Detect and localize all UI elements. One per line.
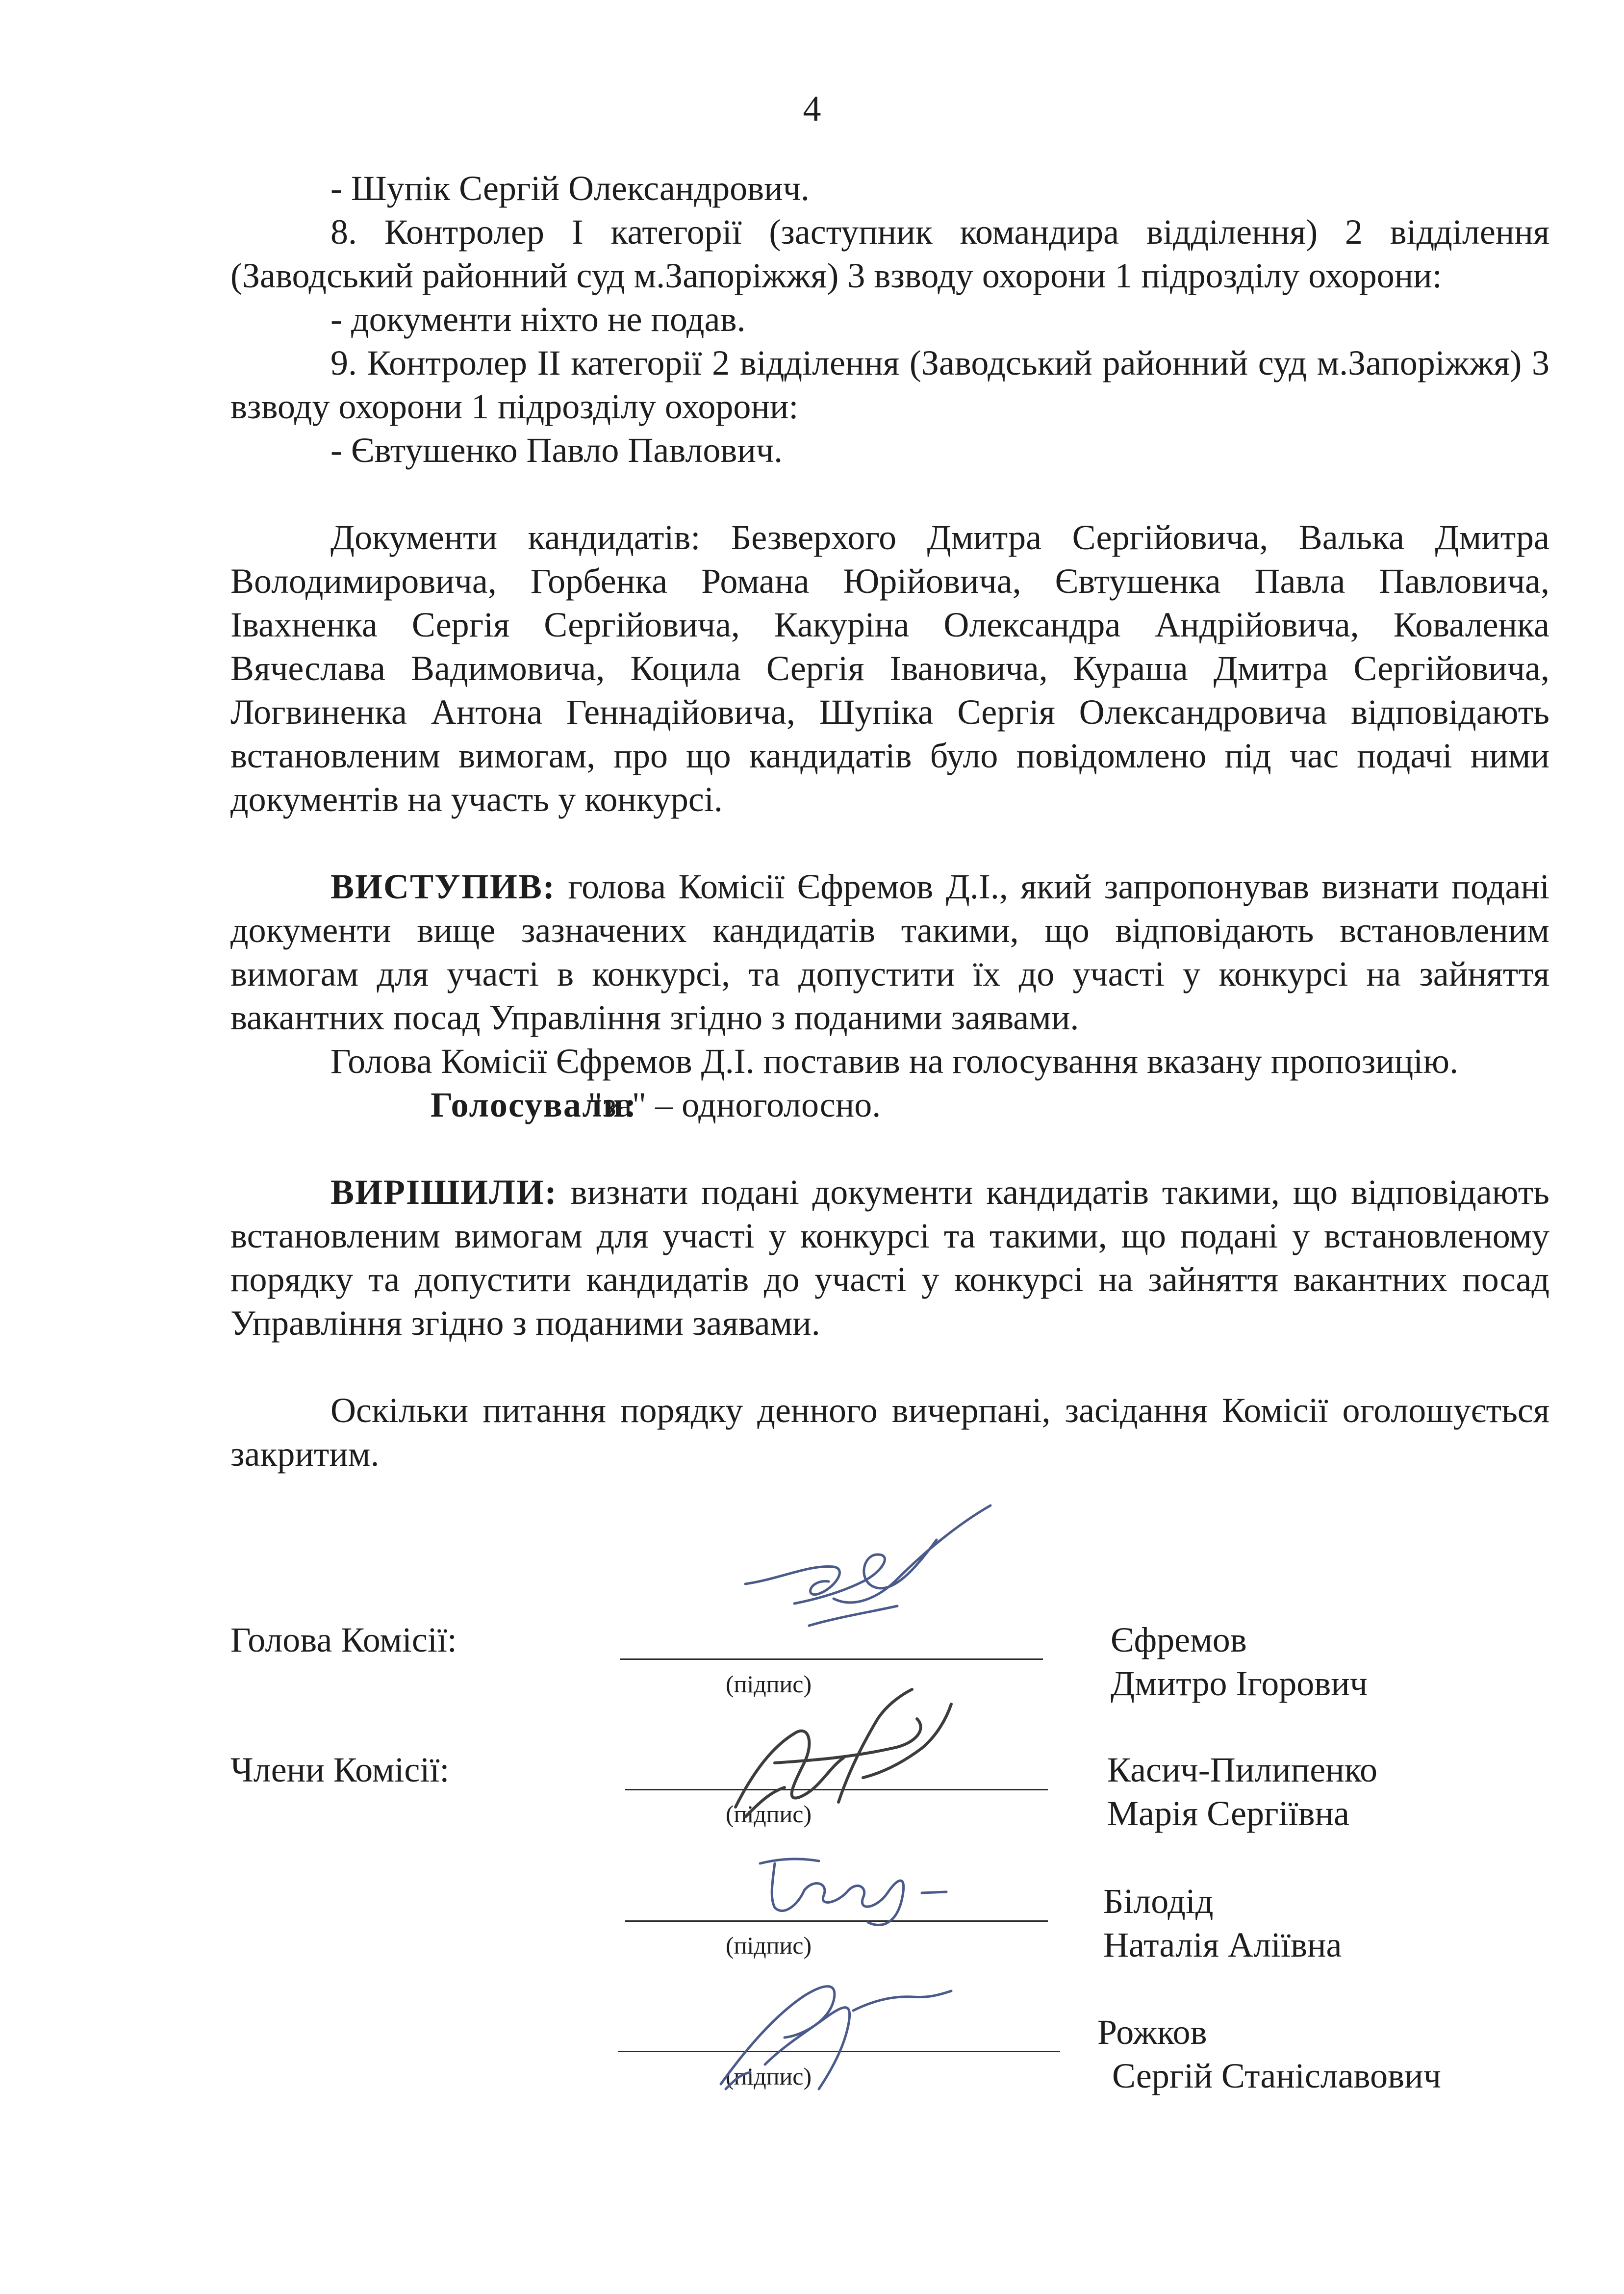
document-body (230, 167, 1549, 1476)
member-3-given-names: Сергій Станіславович (1112, 2056, 1441, 2095)
paragraph-closing: Оскільки питання порядку денного вичерпані, засідання Комісії оголошується закритим. (230, 1391, 1549, 1474)
paragraph-vote-result (230, 1083, 1549, 1127)
paragraph-candidate-yevtushenko: - Євтушенко Павло Павлович. (330, 431, 783, 470)
head-given-names: Дмитро Ігорович (1111, 1664, 1368, 1703)
member-1-signature-caption: (підпис) (726, 1800, 812, 1828)
paragraph-spoke (230, 865, 1549, 1040)
handwritten-signature-head (736, 1481, 1010, 1638)
head-label: Голова Комісії: (230, 1620, 457, 1659)
paragraph-no-documents: - документи ніхто не подав. (330, 300, 746, 339)
paragraph-position-9: 9. Контролер ІІ категорії 2 відділення (Заводський районний суд м.Запоріжжя) 3 взводу охорони 1 підрозділу охорони: (230, 343, 1549, 426)
decided-text: визнати подані документи кандидатів такими, що відповідають встановленим вимогам для участі у конкурсі та такими, що подані у встановленому порядку та допустити кандидатів до участі у конкурсі на зайняття вакантних посад Управління згідно з поданими заявами. (230, 1172, 1549, 1343)
voted-text: "за" – одноголосно. (588, 1085, 881, 1124)
handwritten-signature-member-3 (706, 1962, 961, 2099)
head-signature-caption: (підпис) (726, 1670, 812, 1698)
member-3-signature-caption: (підпис) (726, 2063, 812, 2090)
paragraph-candidate-shupik: - Шупік Сергій Олександрович. (330, 169, 810, 208)
member-1-given-names: Марія Сергіївна (1107, 1794, 1349, 1833)
spoke-text: голова Комісії Єфремов Д.І., який запропонував визнати подані документи вище зазначених кандидатів такими, що відповідають встановленим вимогам для участі в конкурсі, та допустити їх до участі у конкурсі на зайняття вакантних посад Управління згідно з поданими заявами. (230, 867, 1549, 1037)
handwritten-signature-member-1 (716, 1675, 971, 1832)
voted-label: Голосували: (431, 1085, 637, 1124)
member-3-surname: Рожков (1097, 2013, 1207, 2052)
paragraph-candidates-documents: Документи кандидатів: Безверхого Дмитра Сергійовича, Валька Дмитра Володимировича, Горбенка Романа Юрійовича, Євтушенка Павла Павловича, Івахненка Сергія Сергійовича, Какуріна Олександра Андрійовича, Коваленка Вячеслава Вадимовича, Коцила Сергія Івановича, Кураша Дмитра Сергійовича, Логвиненка Антона Геннадійовича, Шупіка Сергія Олександровича відповідають встановленим вимогам, про що кандидатів було повідомлено під час подачі ними документів на участь у конкурсі. (230, 518, 1549, 819)
decided-label: ВИРІШИЛИ: (330, 1172, 558, 1212)
paragraph-decided (230, 1171, 1549, 1345)
head-signature-line (620, 1658, 1043, 1660)
member-2-given-names: Наталія Аліївна (1103, 1925, 1342, 1964)
spoke-label: ВИСТУПИВ: (330, 867, 556, 906)
member-2-surname: Білодід (1103, 1882, 1214, 1921)
head-surname: Єфремов (1111, 1620, 1247, 1659)
paragraph-position-8: 8. Контролер І категорії (заступник командира відділення) 2 відділення (Заводський районний суд м.Запоріжжя) 3 взводу охорони 1 підрозділу охорони: (230, 212, 1549, 295)
page-number: 4 (803, 89, 821, 129)
paragraph-vote-call: Голова Комісії Єфремов Д.І. поставив на голосування вказану пропозицію. (330, 1042, 1459, 1081)
members-label: Члени Комісії: (230, 1750, 450, 1789)
handwritten-signature-member-2 (745, 1844, 961, 1932)
member-1-surname: Касич-Пилипенко (1107, 1750, 1378, 1789)
member-2-signature-caption: (підпис) (726, 1932, 812, 1959)
